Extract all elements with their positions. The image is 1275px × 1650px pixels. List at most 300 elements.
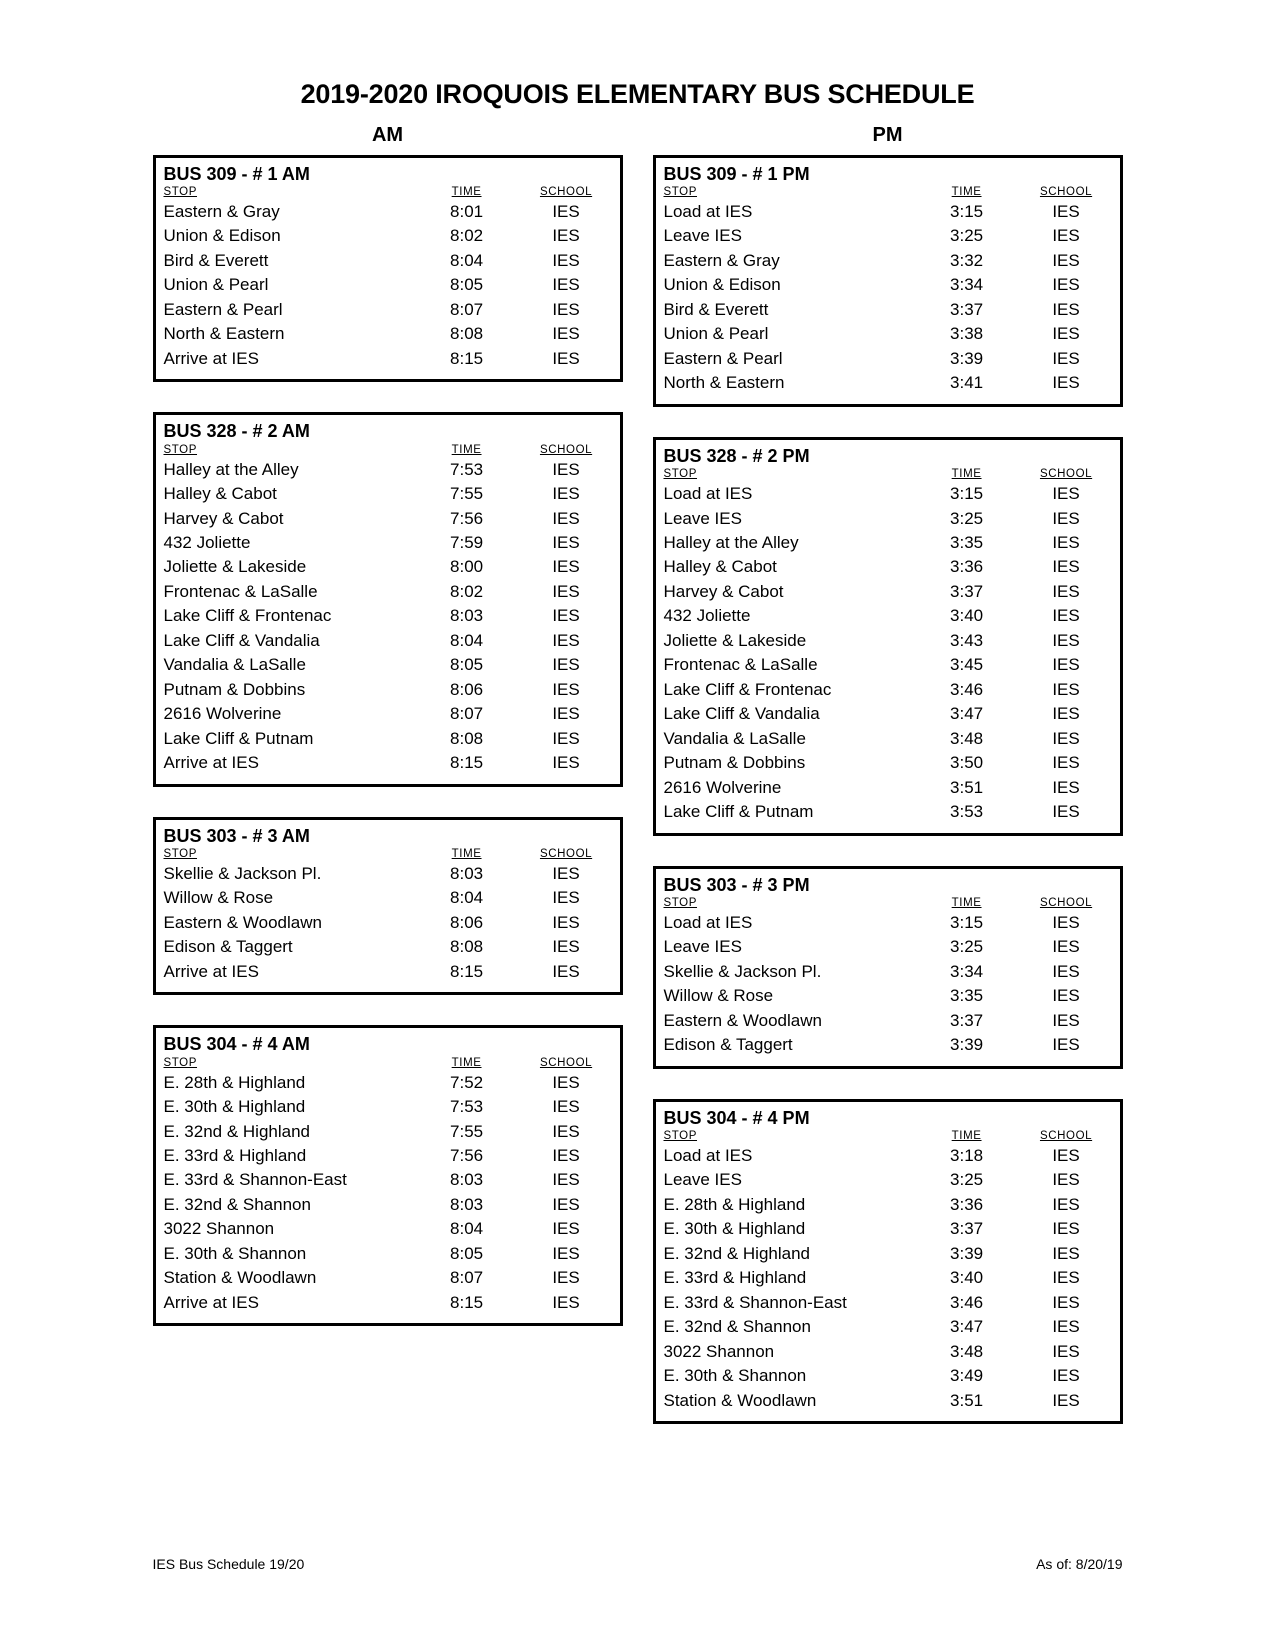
table-row xyxy=(162,886,614,910)
table-row xyxy=(662,751,1114,775)
stop-name-cell: Union & Edison xyxy=(663,275,781,295)
stop-school-cell: IES xyxy=(552,704,580,724)
route-title: BUS 303 - # 3 AM xyxy=(163,825,310,846)
stop-school-cell: IES xyxy=(1052,373,1080,393)
route-box xyxy=(153,155,623,383)
stop-school-cell: IES xyxy=(552,1292,580,1312)
table-header-row xyxy=(162,186,614,200)
stop-time-cell: 3:53 xyxy=(950,802,984,822)
stop-time-cell: 3:34 xyxy=(950,961,984,981)
route-title: BUS 328 - # 2 AM xyxy=(163,421,310,442)
stop-school-cell: IES xyxy=(552,1170,580,1190)
table-row xyxy=(162,200,614,224)
stop-name-cell: Load at IES xyxy=(663,1146,753,1165)
stop-time-cell: 8:06 xyxy=(450,679,484,699)
stop-time-cell: 8:15 xyxy=(450,348,484,368)
pm-column-heading: PM xyxy=(872,123,903,146)
route-box xyxy=(653,437,1123,836)
stop-school-cell: IES xyxy=(1052,1243,1080,1263)
stop-school-cell: IES xyxy=(1052,1268,1080,1288)
table-row xyxy=(662,1315,1114,1339)
stop-time-cell: 3:39 xyxy=(950,348,984,368)
table-row xyxy=(662,1242,1114,1266)
table-row xyxy=(162,1071,614,1095)
stop-school-cell: IES xyxy=(1052,630,1080,650)
stop-time-cell: 8:01 xyxy=(450,201,484,221)
stop-name-cell: 432 Joliette xyxy=(663,606,751,626)
table-row xyxy=(662,702,1114,726)
stop-time-cell: 3:35 xyxy=(950,986,984,1006)
stop-name-cell: Leave IES xyxy=(663,1170,742,1190)
table-row xyxy=(162,960,614,984)
stop-school-cell: IES xyxy=(1052,299,1080,319)
stop-name-cell: Skellie & Jackson Pl. xyxy=(663,961,822,981)
stop-time-cell: 3:46 xyxy=(950,1292,984,1312)
table-header-row xyxy=(162,444,614,458)
stop-time-cell: 3:51 xyxy=(950,777,984,797)
stop-time-cell: 3:25 xyxy=(950,508,984,528)
stop-name-cell: Eastern & Woodlawn xyxy=(663,1010,822,1030)
stop-time-cell: 3:32 xyxy=(950,250,984,270)
stop-name-cell: Lake Cliff & Vandalia xyxy=(663,704,820,724)
table-row xyxy=(662,347,1114,371)
stop-school-cell: IES xyxy=(552,679,580,699)
table-row xyxy=(162,702,614,726)
stop-name-cell: Load at IES xyxy=(663,484,753,504)
stop-time-cell: 3:41 xyxy=(950,373,984,393)
table-row xyxy=(662,482,1114,506)
footer-left-text: IES Bus Schedule 19/20 xyxy=(152,1556,305,1572)
stop-school-cell: IES xyxy=(1052,1390,1080,1410)
column-header-school: SCHOOL xyxy=(539,186,593,199)
stop-time-cell: 8:02 xyxy=(450,581,484,601)
page-footer xyxy=(153,1556,1123,1572)
stop-school-cell: IES xyxy=(1052,324,1080,344)
stop-time-cell: 3:40 xyxy=(950,1268,984,1288)
table-row xyxy=(662,629,1114,653)
stop-name-cell: Union & Pearl xyxy=(163,275,269,295)
stop-time-cell: 8:07 xyxy=(450,1268,484,1288)
stop-name-cell: E. 30th & Highland xyxy=(163,1097,306,1117)
table-row xyxy=(662,298,1114,322)
table-row xyxy=(162,1193,614,1217)
stop-time-cell: 3:49 xyxy=(950,1366,984,1386)
table-header-row xyxy=(162,1057,614,1071)
column-header-school: SCHOOL xyxy=(1039,468,1093,481)
route-title: BUS 303 - # 3 PM xyxy=(663,874,810,895)
table-row xyxy=(662,1389,1114,1413)
stop-time-cell: 3:43 xyxy=(950,630,984,650)
stop-name-cell: Lake Cliff & Frontenac xyxy=(663,679,832,699)
route-box xyxy=(653,866,1123,1069)
stop-school-cell: IES xyxy=(552,324,580,344)
column-header-stop: STOP xyxy=(663,468,698,481)
route-table xyxy=(662,468,1114,824)
stop-name-cell: Halley at the Alley xyxy=(163,459,299,479)
stop-name-cell: E. 30th & Highland xyxy=(663,1219,806,1239)
stop-time-cell: 3:36 xyxy=(950,557,984,577)
stop-time-cell: 3:39 xyxy=(950,1035,984,1055)
stop-name-cell: Station & Woodlawn xyxy=(163,1268,317,1288)
table-row xyxy=(162,862,614,886)
stop-school-cell: IES xyxy=(1052,1341,1080,1361)
table-row xyxy=(662,984,1114,1008)
stop-name-cell: Putnam & Dobbins xyxy=(663,753,806,773)
stop-school-cell: IES xyxy=(1052,753,1080,773)
stop-school-cell: IES xyxy=(552,581,580,601)
column-header-stop: STOP xyxy=(663,186,698,199)
stop-time-cell: 3:47 xyxy=(950,1317,984,1337)
table-row xyxy=(162,1242,614,1266)
stop-school-cell: IES xyxy=(552,201,580,221)
stop-time-cell: 7:52 xyxy=(450,1072,484,1092)
table-row xyxy=(662,727,1114,751)
stop-name-cell: Arrive at IES xyxy=(163,961,259,981)
schedule-columns xyxy=(153,155,1123,1454)
stop-time-cell: 8:08 xyxy=(450,937,484,957)
stop-name-cell: Lake Cliff & Frontenac xyxy=(163,606,332,626)
stop-school-cell: IES xyxy=(1052,1194,1080,1214)
table-row xyxy=(662,1009,1114,1033)
table-row xyxy=(162,911,614,935)
table-row xyxy=(662,678,1114,702)
route-table xyxy=(162,186,614,371)
stop-school-cell: IES xyxy=(1052,1292,1080,1312)
route-box xyxy=(153,817,623,996)
stop-name-cell: Bird & Everett xyxy=(163,250,269,270)
column-header-school: SCHOOL xyxy=(539,443,593,456)
stop-time-cell: 3:40 xyxy=(950,606,984,626)
footer-right-text: As of: 8/20/19 xyxy=(1036,1556,1123,1572)
route-title: BUS 304 - # 4 AM xyxy=(163,1034,310,1055)
stop-school-cell: IES xyxy=(1052,1219,1080,1239)
stop-name-cell: Leave IES xyxy=(663,508,742,528)
stop-name-cell: Lake Cliff & Vandalia xyxy=(163,630,320,650)
column-header-stop: STOP xyxy=(163,848,198,861)
stop-time-cell: 8:15 xyxy=(450,753,484,773)
table-row xyxy=(662,1193,1114,1217)
stop-time-cell: 3:39 xyxy=(950,1243,984,1263)
stop-name-cell: Joliette & Lakeside xyxy=(163,557,307,577)
stop-time-cell: 8:07 xyxy=(450,704,484,724)
table-row xyxy=(662,555,1114,579)
stop-name-cell: Bird & Everett xyxy=(663,299,769,319)
stop-time-cell: 3:48 xyxy=(950,1341,984,1361)
table-row xyxy=(162,298,614,322)
column-header-stop: STOP xyxy=(163,1056,198,1069)
stop-time-cell: 3:18 xyxy=(950,1146,984,1165)
stop-name-cell: North & Eastern xyxy=(163,324,285,344)
column-header-stop: STOP xyxy=(163,443,198,456)
stop-school-cell: IES xyxy=(552,1194,580,1214)
stop-name-cell: 3022 Shannon xyxy=(663,1341,775,1361)
table-row xyxy=(662,604,1114,628)
stop-time-cell: 8:03 xyxy=(450,863,484,883)
table-row xyxy=(162,1291,614,1315)
stop-school-cell: IES xyxy=(1052,226,1080,246)
stop-name-cell: Eastern & Pearl xyxy=(163,299,283,319)
stop-name-cell: E. 28th & Highland xyxy=(663,1194,806,1214)
stop-school-cell: IES xyxy=(552,508,580,528)
stop-name-cell: Load at IES xyxy=(663,201,753,221)
stop-name-cell: Frontenac & LaSalle xyxy=(163,581,318,601)
pm-schedule-column xyxy=(653,155,1123,1454)
route-box xyxy=(153,1025,623,1326)
table-row xyxy=(162,224,614,248)
am-schedule-column xyxy=(153,155,623,1357)
stop-school-cell: IES xyxy=(1052,1366,1080,1386)
stop-school-cell: IES xyxy=(552,557,580,577)
table-row xyxy=(162,507,614,531)
stop-name-cell: Station & Woodlawn xyxy=(663,1390,817,1410)
stop-name-cell: Leave IES xyxy=(663,226,742,246)
stop-time-cell: 8:04 xyxy=(450,888,484,908)
page-title: 2019-2020 IROQUOIS ELEMENTARY BUS SCHEDULE xyxy=(300,79,975,109)
stop-name-cell: Arrive at IES xyxy=(163,1292,259,1312)
stop-school-cell: IES xyxy=(1052,348,1080,368)
stop-name-cell: Eastern & Gray xyxy=(163,201,280,221)
table-row xyxy=(162,1120,614,1144)
stop-school-cell: IES xyxy=(1052,655,1080,675)
stop-time-cell: 8:05 xyxy=(450,655,484,675)
stop-name-cell: E. 30th & Shannon xyxy=(663,1366,807,1386)
table-row xyxy=(662,1364,1114,1388)
table-header-row xyxy=(662,897,1114,911)
stop-name-cell: Frontenac & LaSalle xyxy=(663,655,818,675)
table-row xyxy=(162,1168,614,1192)
stop-school-cell: IES xyxy=(552,1243,580,1263)
stop-time-cell: 3:37 xyxy=(950,1010,984,1030)
route-title: BUS 328 - # 2 PM xyxy=(663,445,810,466)
table-header-row xyxy=(662,186,1114,200)
heading-gutter xyxy=(623,124,653,147)
table-row xyxy=(162,249,614,273)
stop-time-cell: 3:15 xyxy=(950,912,984,932)
table-header-row xyxy=(662,468,1114,482)
table-row xyxy=(662,911,1114,935)
table-row xyxy=(162,482,614,506)
column-header-time: TIME xyxy=(451,443,482,456)
route-title: BUS 309 - # 1 AM xyxy=(163,163,310,184)
stop-school-cell: IES xyxy=(552,888,580,908)
stop-name-cell: Joliette & Lakeside xyxy=(663,630,807,650)
stop-time-cell: 8:03 xyxy=(450,1170,484,1190)
table-row xyxy=(662,273,1114,297)
stop-school-cell: IES xyxy=(552,250,580,270)
stop-name-cell: Edison & Taggert xyxy=(663,1035,793,1055)
stop-school-cell: IES xyxy=(552,863,580,883)
column-header-time: TIME xyxy=(451,1056,482,1069)
table-row xyxy=(162,653,614,677)
column-header-stop: STOP xyxy=(163,186,198,199)
column-header-stop: STOP xyxy=(663,897,698,910)
table-row xyxy=(662,653,1114,677)
stop-name-cell: Halley & Cabot xyxy=(663,557,777,577)
table-row xyxy=(662,1168,1114,1192)
stop-time-cell: 3:37 xyxy=(950,299,984,319)
stop-time-cell: 8:04 xyxy=(450,1219,484,1239)
stop-school-cell: IES xyxy=(1052,1035,1080,1055)
stop-name-cell: 2616 Wolverine xyxy=(663,777,782,797)
stop-school-cell: IES xyxy=(552,912,580,932)
stop-school-cell: IES xyxy=(1052,1317,1080,1337)
stop-time-cell: 3:25 xyxy=(950,226,984,246)
route-title: BUS 309 - # 1 PM xyxy=(663,163,810,184)
route-table xyxy=(662,897,1114,1058)
table-row xyxy=(162,580,614,604)
stop-name-cell: Union & Pearl xyxy=(663,324,769,344)
route-table xyxy=(662,1130,1114,1413)
stop-name-cell: E. 32nd & Shannon xyxy=(163,1194,311,1214)
stop-time-cell: 3:25 xyxy=(950,1170,984,1190)
table-row xyxy=(162,531,614,555)
stop-name-cell: Lake Cliff & Putnam xyxy=(663,802,814,822)
stop-time-cell: 8:07 xyxy=(450,299,484,319)
table-row xyxy=(162,1266,614,1290)
table-row xyxy=(162,1217,614,1241)
stop-school-cell: IES xyxy=(1052,557,1080,577)
stop-school-cell: IES xyxy=(1052,275,1080,295)
table-row xyxy=(162,678,614,702)
stop-school-cell: IES xyxy=(552,1121,580,1141)
route-table xyxy=(162,1057,614,1315)
stop-time-cell: 7:56 xyxy=(450,508,484,528)
stop-school-cell: IES xyxy=(552,532,580,552)
stop-time-cell: 7:56 xyxy=(450,1146,484,1165)
route-table xyxy=(662,186,1114,396)
stop-school-cell: IES xyxy=(1052,1170,1080,1190)
stop-name-cell: E. 32nd & Highland xyxy=(663,1243,810,1263)
stop-school-cell: IES xyxy=(1052,1010,1080,1030)
column-header-time: TIME xyxy=(951,186,982,199)
stop-name-cell: Edison & Taggert xyxy=(163,937,293,957)
stop-name-cell: Vandalia & LaSalle xyxy=(663,728,806,748)
stop-school-cell: IES xyxy=(552,1219,580,1239)
stop-time-cell: 3:15 xyxy=(950,484,984,504)
stop-time-cell: 7:55 xyxy=(450,484,484,504)
stop-school-cell: IES xyxy=(1052,777,1080,797)
stop-time-cell: 8:03 xyxy=(450,606,484,626)
table-row xyxy=(162,1144,614,1168)
stop-school-cell: IES xyxy=(552,459,580,479)
table-row xyxy=(662,580,1114,604)
stop-school-cell: IES xyxy=(1052,484,1080,504)
column-header-school: SCHOOL xyxy=(539,848,593,861)
table-row xyxy=(662,224,1114,248)
table-row xyxy=(662,322,1114,346)
table-row xyxy=(662,249,1114,273)
stop-school-cell: IES xyxy=(1052,1146,1080,1165)
table-row xyxy=(162,935,614,959)
stop-time-cell: 3:35 xyxy=(950,532,984,552)
stop-school-cell: IES xyxy=(1052,986,1080,1006)
column-header-school: SCHOOL xyxy=(1039,897,1093,910)
stop-time-cell: 3:34 xyxy=(950,275,984,295)
stop-name-cell: North & Eastern xyxy=(663,373,785,393)
stop-school-cell: IES xyxy=(552,937,580,957)
column-header-time: TIME xyxy=(951,1130,982,1143)
stop-name-cell: Lake Cliff & Putnam xyxy=(163,728,314,748)
stop-school-cell: IES xyxy=(552,1146,580,1165)
column-header-time: TIME xyxy=(451,848,482,861)
table-row xyxy=(662,1266,1114,1290)
table-row xyxy=(662,1291,1114,1315)
stop-time-cell: 3:48 xyxy=(950,728,984,748)
stop-time-cell: 7:53 xyxy=(450,459,484,479)
stop-name-cell: Harvey & Cabot xyxy=(663,581,784,601)
stop-school-cell: IES xyxy=(1052,508,1080,528)
stop-name-cell: E. 32nd & Highland xyxy=(163,1121,310,1141)
table-row xyxy=(662,200,1114,224)
stop-name-cell: Load at IES xyxy=(663,912,753,932)
table-header-row xyxy=(162,848,614,862)
table-row xyxy=(162,273,614,297)
stop-time-cell: 8:08 xyxy=(450,728,484,748)
stop-name-cell: 2616 Wolverine xyxy=(163,704,282,724)
stop-time-cell: 8:08 xyxy=(450,324,484,344)
table-row xyxy=(162,629,614,653)
stop-name-cell: Harvey & Cabot xyxy=(163,508,284,528)
column-header-school: SCHOOL xyxy=(539,1056,593,1069)
column-headings xyxy=(153,124,1123,147)
table-row xyxy=(662,507,1114,531)
stop-name-cell: 3022 Shannon xyxy=(163,1219,275,1239)
stop-time-cell: 7:59 xyxy=(450,532,484,552)
stop-name-cell: E. 33rd & Highland xyxy=(163,1146,307,1165)
stop-time-cell: 3:37 xyxy=(950,581,984,601)
stop-name-cell: Willow & Rose xyxy=(663,986,774,1006)
route-box xyxy=(653,155,1123,407)
stop-school-cell: IES xyxy=(552,961,580,981)
table-row xyxy=(662,1144,1114,1168)
stop-name-cell: Eastern & Woodlawn xyxy=(163,912,322,932)
stop-school-cell: IES xyxy=(1052,250,1080,270)
stop-time-cell: 8:15 xyxy=(450,1292,484,1312)
stop-name-cell: Willow & Rose xyxy=(163,888,274,908)
route-table xyxy=(162,848,614,984)
table-row xyxy=(162,458,614,482)
stop-name-cell: Halley & Cabot xyxy=(163,484,277,504)
stop-time-cell: 3:25 xyxy=(950,937,984,957)
stop-name-cell: Leave IES xyxy=(663,937,742,957)
stop-name-cell: Skellie & Jackson Pl. xyxy=(163,863,322,883)
route-title: BUS 304 - # 4 PM xyxy=(663,1107,810,1128)
stop-time-cell: 8:04 xyxy=(450,250,484,270)
column-header-stop: STOP xyxy=(663,1130,698,1143)
column-header-time: TIME xyxy=(951,897,982,910)
table-row xyxy=(162,555,614,579)
table-row xyxy=(662,776,1114,800)
table-row xyxy=(162,604,614,628)
stop-time-cell: 8:05 xyxy=(450,275,484,295)
stop-school-cell: IES xyxy=(552,630,580,650)
stop-name-cell: Eastern & Pearl xyxy=(663,348,783,368)
stop-time-cell: 7:53 xyxy=(450,1097,484,1117)
stop-school-cell: IES xyxy=(1052,581,1080,601)
stop-school-cell: IES xyxy=(1052,802,1080,822)
stop-name-cell: Halley at the Alley xyxy=(663,532,799,552)
table-row xyxy=(162,347,614,371)
table-row xyxy=(662,800,1114,824)
table-row xyxy=(662,371,1114,395)
column-header-school: SCHOOL xyxy=(1039,186,1093,199)
stop-name-cell: E. 33rd & Shannon-East xyxy=(663,1292,847,1312)
stop-name-cell: E. 32nd & Shannon xyxy=(663,1317,811,1337)
stop-school-cell: IES xyxy=(552,1097,580,1117)
stop-time-cell: 3:45 xyxy=(950,655,984,675)
stop-time-cell: 3:46 xyxy=(950,679,984,699)
stop-name-cell: E. 28th & Highland xyxy=(163,1072,306,1092)
